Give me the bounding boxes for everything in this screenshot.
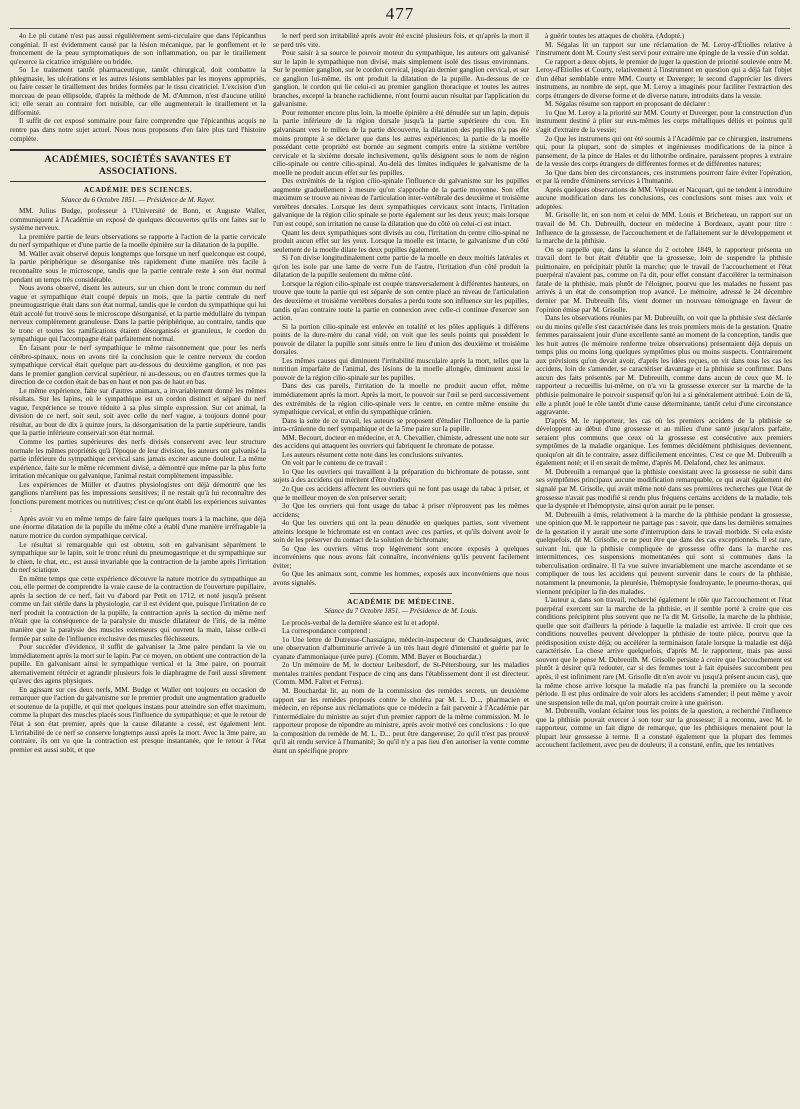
paragraph: Les expériences de Müller et d'autres physiologistes ont déjà démontré que les ganglions n'arrêtent pas les impressions sensitives; il ne restait qu'à lui reconnaître des fonctions purement motrices ou nutritives; c'est ce qu'ont établi les expériences suivantes : xyxy=(10,480,266,515)
paragraph: M. Ségalas lit un rapport sur une réclamation de M. Leroy-d'Étiolles relative à l'instrument dont M. Courty s'est servi pour extraire une épingle de la vessie d'un soldat. xyxy=(536,40,792,58)
paragraph: Des extrémités de la région cilio-spinale l'influence du galvanisme sur les pupilles augmente graduellement à mesure qu'on s'approche de la partie moyenne. Son effet maximum se trouve au niveau de l'articulation inter-vertébrale des deuxième et troisième vertèbres dorsales. Lorsque les deux sympathiques cervicaux sont intacts, l'irritation galvanique de la région cilio spinale se porte également sur les deux yeux; mais lorsque l'un est coupé, son irritation ne cause la dilatation que du côté où celui-ci est intact. xyxy=(273,177,529,229)
paragraph: En même temps que cette expérience découvre la nature motrice du sympathique au cou, elle permet de comprendre la vraie cause de la contraction de l'ouverture pupillaire, après la section de ce nerf, fait vu d'abord par Petit en 1712, et noté jusqu'à présent comme un fait stérile dans la physiologie, car il est évident que, puisque l'irritation de ce nerf produit la contraction de la pupille, la contraction après la section du même nerf n'était que la conséquence de la paralysie du muscle dilatateur de l'iris, de la même manière que la paralysie des muscles extenseurs qui ouvrent la main, laisse celle-ci fermée par suite de l'influence exclusive des muscles fléchisseurs. xyxy=(10,574,266,643)
paragraph: M. Dubreuilh a émis, relativement à la marche de la phthisie pendant la grossesse, une opinion que M. le rapporteur ne partage pas : savoir, que dans les dernières semaines de la gestation il y aurait une sorte d'interruption dans le travail morbide. Si cela existe quelquefois, dit M. Grisolle, ce ne peut être que dans des cas exceptionnels. Il est rare, suivant lui, que la phthisie compliquée de grossesse offre dans la marche ces intermittences, ces suspensions momentanées qui sont si communes dans la tuberculisation ordinaire. Il l'a vue suivre invariablement une marche ascendante et se compliquer de tous les accidens qui peuvent survenir dans le cours de la phthisie, notamment la pneumonie, la pleurésie, l'hémoptysie foudroyante, le pneumo-thorax, qui viennent précipiter la fin des malades. xyxy=(536,510,792,596)
intro-paragraphs xyxy=(10,32,266,143)
paragraph: Si l'on divise longitudinalement cette partie de la moelle en deux moitiés latérales et qu'on les isole par une lame de verre l'un de l'autre, l'irritation d'un côté produit la dilatation de la pupille seulement du même côté. xyxy=(273,254,529,280)
paragraph: La première partie de leurs observations se rapporte à l'action de la partie cervicale du nerf sympathique et d'une partie de la moelle épinière sur la dilatation de la pupille. xyxy=(10,232,266,250)
paragraph: En faisant pour le nerf sympathique le même raisonnement que pour les nerfs cérébro-spinaux, nous en avons tiré la conclusion que le centre nerveux du cordon sympathique cervical était quelque part au-dessous du deuxième ganglion, et non pas dans le premier ganglion cervical supérieur, ni au-dessous, ou en d'autres termes que la direction de ce cordon était de bas en haut et non pas de haut en bas. xyxy=(10,343,266,387)
paragraph: Ce rapport a deux objets, le premier de juger la question de priorité soulevée entre M. Leroy-d'Étiolles et Courty, relativement à l'instrument en question qui a déjà fait l'objet d'un débat semblable entre MM. Courty et Daverger; le second d'apprécier les divers instrumens, au nombre de sept, que M. Leroy a imaginés pour faciliter l'extraction des corps étrangers de diverse forme et de diverse nature, introduits dans la vessie. xyxy=(536,57,792,100)
academy-medicine-title: ACADÉMIE DE MÉDECINE. xyxy=(347,597,455,606)
paragraph: Après avoir vu en même temps de faire faire quelques tours à la machine, que déjà une énorme dilatation de la pupille du même côté a établi d'une manière irréfragable la nature motrice du cordon sympathique cervical. xyxy=(10,514,266,540)
paragraph: M. Waller avait observé depuis longtemps que lorsque un nerf quelconque est coupé, la partie périphérique se désorganise très rapidement d'une manière très facile à reconnaître sous le microscope, tandis que la partie centrale reste à son état normal pendant un temps très considérable. xyxy=(10,249,266,284)
paragraph: Les auteurs résument cette note dans les conclusions suivantes. xyxy=(282,450,464,459)
paragraph: On se rappelle que, dans la séance du 2 octobre 1849, le rapporteur présenta un travail dont le but était d'établir que la grossesse, loin de suspendre la phthisie pulmonaire, en précipitait plutôt la marche; que le travail de l'accouchement et l'état puerpéral n'avaient pas, comme on l'a dit, pour effet constant d'accélérer la terminaison fatale de la phthisie, mais plutôt de l'éloigner, pourvu que les malades ne fussent pas arrivés à un état de consomption trop avancé. Le mémoire, adressé le 24 décembre dernier par M. Dubreuilh fils, vient donner un nouveau témoignage en faveur de l'opinion émise par M. Grisolle. xyxy=(536,245,792,314)
paragraph: Pour succéder d'évidence, il suffit de galvaniser la 3me paire pendant la vie ou immédiatement après la mort sur le lapin. Par ce moyen, on obtient une contraction de la pupille. En galvanisant ainsi le sympathique vertical et la 3me paire, on pourrait alternativement rétrécir et agrandir plusieurs fois le diaphragme de l'œil aussi sûrement qu'avec des agens physiques. xyxy=(10,643,266,686)
academy-sciences-session: Séance du 6 Octobre 1851. — Présidence de M. Rayer. xyxy=(61,195,215,204)
paragraph: 2o Que ces accidens affectent les ouvriers qui ne font pas usage du tabac à priser, et que le meilleur moyen de s'en préserver serait; xyxy=(273,484,529,502)
paragraph: M. Grisolle lit, en son nom et celui de MM. Louis et Bricheteau, un rapport sur un travail de M. Ch. Dubreuilh, docteur en médecine à Bordeaux, ayant pour titre : Influence de la grossesse, de l'accouchement et de l'allaitement sur le développement et la marche de la phthisie. xyxy=(536,211,792,246)
paragraph: M. Bouchardat lit, au nom de la commission des remèdes secrets, un deuxième rapport sur les remèdes proposés contre le choléra par M. L. D..., pharmacien et médecin, en réponse aux réclamations que ce médecin a fait parvenir à l'Académie par l'intermédiaire du ministre au sujet d'un premier rapport de la même commission. M. le rapporteur propose de répondre au ministre, après avoir motivé ces conclusions : 1o que la composition du remède de M. L. D... peut être dangereuse; 2o qu'il n'est pas prouvé qu'il ait rendu service à l'humanité; 3o qu'il n'y a pas lieu d'en autoriser la vente comme étant un spécifique propre xyxy=(273,687,529,755)
paragraph: le nerf perd son irritabilité après avoir été excité plusieurs fois, et qu'après la mort il se perd très vite. xyxy=(273,32,529,49)
paragraph: à guérir toutes les attaques de choléra. (Adopté.) xyxy=(545,32,685,40)
paragraph: 1o Que les ouvriers qui travaillent à la préparation du bichromate de potasse, sont sujets à des accidens qui méritent d'être étudiés; xyxy=(273,467,529,485)
paragraph: Dans les observations réunies par M. Dubreuilh, on voit que la phthisie s'est déclarée ou du moins qu'elle s'est caractérisée dans les trois premiers mois de la gestation. Quatre femmes paraissaient jouir d'une excellente santé au moment de la conception, tandis que les huit autres (le mémoire renferme treize observations) présentaient déjà depuis un temps plus ou moins long quelques symptômes plus ou moins suspects. Contrairement aux prévisions qu'on devait avoir, d'après les idées reçues, on vit dans tous les cas les accidens, loin de s'amender, se caractériser davantage et la phthisie se confirmer. Dans aucun des faits présentés par M. Dubreuilh, comme dans aucun de ceux que M. le rapporteur a recueillis lui-même, on n'a vu la grossesse exercer sur la marche de la phthisie pulmonaire le pouvoir suspensif qu'on lui a si généralement attribué. Loin de là, elle a plutôt joué le rôle tantôt d'une cause déterminante, tantôt celui d'une circonstance aggravante. xyxy=(536,314,792,417)
paragraph: Pour remonter encore plus loin, la moelle épinière a été dénudée sur un lapin, depuis la partie inférieure de la région dorsale jusqu'à la partie supérieure du cou. En galvanisant vers le milieu de la partie découverte, la dilatation des pupilles n'a pas été moins prompte à se déclarer que dans les autres expériences; la partie de la moelle possédant cette propriété est bornée au segment compris entre la sixième vertèbre cervicale et la sixième dorsale inclusivement, qu'ils désignent sous le nom de région cilio-spinale ou centre cilio-spinal. Au-delà des limites indiquées le galvanisme de la moelle ne produit aucun effet sur les pupilles. xyxy=(273,108,529,177)
paragraph: M. Dubreuilh, voulant éclairer tous les points de la question, a recherché l'influence que la phthisie pouvait exercer à son tour sur la grossesse; il a reconnu, avec M. le rapporteur, comme un fait digne de remarque, que les phthisiques menaient pour la plupart leur grossesse à terme. Il a constaté également que la plupart des femmes accouchent facilement, avec peu de douleurs; il a constaté, enfin, que les tentatives xyxy=(536,707,792,750)
paragraph: M. Dubreuilh a remarqué que la phthisie coexistant avec la grossesse ne subit dans ses symptômes principaux aucune modification remarquable, ce qui avait également été signalé par M. Grisolle, qui avait même noté dans ses premières recherches que l'état de grossesse n'avait pas modifié si rendu plus fréquens certains accidens de la maladie, tels que la dyspnée et l'hémoptysie, ainsi qu'on aurait pu le penser. xyxy=(536,467,792,511)
paragraph: Après quelques observations de MM. Velpeau et Nacquart, qui ne tendent à introduire aucune modification dans les conclusions, ces conclusions sont mises aux voix et adoptées. xyxy=(536,185,792,211)
paragraph: 2o Que les instrumens qui ont été soumis à l'Académie par ce chirurgien, instrumens qui, pour la plupart, sont de simples et ingénieuses modifications de la pince à pansement, de la pince de Hales et du lithotribe ordinaire, paraissent propres à extraire de la vessie des corps étrangers de différentes formes et de différentes natures; xyxy=(536,134,792,169)
paragraph: Le résultat si remarquable qui est obtenu, soit en galvanisant séparément le sympathique sur le lapin, soit le tronc réuni du pneumogastrique et du sympathique sur le chien, le chat, etc., est aussi invariable que la contraction de la jambe après l'irritation du nerf sciatique. xyxy=(10,540,266,575)
paragraph: 6o Que les animaux sont, comme les hommes, exposés aux inconvéniens que nous avons signalés. xyxy=(273,570,529,587)
paragraph: Dans la suite de ce travail, les auteurs se proposent d'étudier l'influence de la partie intra-crânienne du nerf sympathique et de la 5me paire sur la pupille. xyxy=(273,416,529,434)
columns xyxy=(10,32,792,1105)
paragraph: Comme les parties supérieures des nerfs divisés conservent avec leur structure normale les mêmes propriétés qu'à l'époque de leur division, les auteurs ont galvanisé la partie inférieure du sympathique cervical sans jamais exciter aucune douleur. La même expérience, faite sur le même récemment divisé, a démontré que même par la plus forte irritation mécanique ou galvanique, l'animal restait complètement impassible. xyxy=(10,437,266,481)
paragraph: La correspondance comprend : xyxy=(282,627,371,636)
column-1 xyxy=(10,32,266,1105)
paragraph: D'après M. le rapporteur, les cas où les premiers accidens de la phthisie se développent au début d'une grossesse et au milieu d'une santé jusqu'alors parfaite, seraient plus communs que ceux où la grossesse est consécutive aux premiers symptômes de la maladie organique. Les femmes décidément phthisiques deviennent, quoiqu'on ait dit le contraire, assez difficilement enceintes. C'est ce que M. Dubreuilh a également noté; et il en serait de même, d'après M. Delafond, chez les animaux. xyxy=(536,416,792,468)
academy-medicine-session: Séance du 7 Octobre 1851. — Présidence de M. Louis. xyxy=(324,607,478,616)
paragraph: L'auteur a, dans son travail, recherché également le rôle que l'accouchement et l'état puerpéral exercent sur la marche de la phthisie, et il semble porté à croire que ces conditions précipitent plus souvent que ne l'a dit M. Grisolle, la marche de la phthisie, quelle que soit d'ailleurs la période à laquelle la maladie est arrivée. Il croit que ces conditions nouvelles peuvent développer la phthisie de toute pièce, pourvu que la prédisposition existe déjà; ou accélérer la terminaison fatale lorsque la maladie est déjà caractérisée. La chose arrive quelquefois, d'après M. le rapporteur, mais pas aussi souvent que le pense M. Dubreuilh. M. Grisolle persiste à croire que l'accouchement est plutôt à désirer qu'à redouter, car si des femmes tout à fait épuisées succombent peu après, il est infiniment rare (M. Grisolle dit n'en avoir vu jusqu'à présent aucun cas), que la même chose arrive lorsque la maladie n'a pas franchi la première ou la seconde période. Il est plus ordinaire de voir alors les accidens s'amender; il peut même y avoir une suspension telle du mal, qu'on pourrait croire à une guérison. xyxy=(536,596,792,707)
column-3 xyxy=(536,32,792,1105)
page-number: 477 xyxy=(385,4,415,23)
column-3-body xyxy=(536,32,792,750)
paragraph: Pour saisir à sa source le pouvoir moteur du sympathique, les auteurs ont galvanisé sur le lapin le sympathique non divisé, mais simplement isolé des tissus environnans. Sur le premier ganglion, sur le cordon cervical, jusqu'au dernier ganglion cervical, et sur ce ganglion lui-même, ils ont produit la dilatation de la pupille. Au-dessous de ce ganglion, le cordon qui lie celui-ci au premier ganglion thoracique et toutes les autres branches, excepté la branche rachidienne, n'ont fourni aucun résultat par l'application du galvanisme. xyxy=(273,49,529,109)
academy-sciences-title: ACADÉMIE DES SCIENCES. xyxy=(83,186,193,195)
paragraph: M. Ségalas résume son rapport en proposant de déclarer : xyxy=(545,100,710,109)
paragraph: 4o Le pli cutané n'est pas aussi régulièrement semi-circulaire que dans l'épicanthus congénial. Il est évidemment causé par la lésion mécanique, par le gonflement et le froncement de la peau symptomatiques de son inflammation, ou par le tiraillement qu'exerce la cicatrice irrégulière ou bridée. xyxy=(10,32,266,66)
paragraph: Lorsque la région cilio-spinale est coupée transversalement à différentes hauteurs, on trouve que toute la partie qui est séparée de son centre placé au niveau de l'articulation des deuxième et troisième vertèbres dorsales a perdu toute son influence sur les pupilles, tandis qu'au contraire toute la partie en connexion avec celle-ci continue d'exercer son action. xyxy=(273,279,529,323)
paragraph: On voit par le contenu de ce travail : xyxy=(282,459,387,468)
paragraph: Le même expérience, faite sur d'autres animaux, a invariablement donné les mêmes résultats. Sur les lapins, où le sympathique est un cordon distinct et séparé du nerf vague, l'expérience se trouve réduite à sa plus simple expression. Sur cet animal, la division de ce nerf, soit seul, soit avec celle du nerf vague, a toujours donné pour résultat, au bout de dix à quinze jours, la désorganisation de la partie supérieure, tandis que la partie inférieure conservait son état normal. xyxy=(10,386,266,438)
paragraph: 4o Que les ouvriers qui ont la peau dénudée en quelques parties, sont vivement atteints lorsque le bichromate est en contact avec ces parties, et qu'ils doivent avoir le soin de les préserver du contact de la solution de bichromate; xyxy=(273,519,529,545)
paragraph: MM. Julius Budge, professeur à l'Université de Bonn, et Auguste Waller, communiquent à l'Académie un exposé de quelques découvertes qu'ils ont faites sur le système nerveux. xyxy=(10,207,266,233)
paragraph: Les mêmes causes qui diminuent l'irritabilité musculaire après la mort, telles que la nutrition imparfaite de l'animal, des lésions de la moelle allongée, diminuent aussi le pouvoir de la région cilio-spinale sur les pupilles. xyxy=(273,356,529,382)
academy-sciences-body xyxy=(10,207,266,754)
separator-rule xyxy=(350,593,452,594)
paragraph: 2o Un mémoire de M. le docteur Leibesdorf, de St-Pétersbourg, sur les maladies mentales traitées pendant l'espace de cinq ans dans l'établissement dont il est directeur. (Comm. MM. Falret et Ferrus). xyxy=(273,661,529,687)
paragraph: Quant les deux sympathiques sont divisés au cou, l'irritation du centre cilio-spinal ne produit aucun effet sur les yeux. Lorsque la moelle est intacte, le galvanisme d'un côté seulement de la moelle dilate les deux pupilles également. xyxy=(273,228,529,254)
paragraph: 5o Le traitement tantôt pharmaceutique, tantôt chirurgical, doit combattre la phlegmasie, les ulcérations et les autres lésions semblables par les moyens appropriés, ou faire cesser le tiraillement des brides formées par le tissu cicatriciel. L'excision d'un morceau de peau ellipsoïde, d'après la méthode de M. d'Ammon, n'est d'aucune utilité ici; elle serait au contraire fort nuisible, car elle augmenterait le tiraillement et la difformité. xyxy=(10,66,266,117)
paragraph: En agissant sur ces deux nerfs, MM. Budge et Waller ont toujours eu occasion de remarquer que l'action du galvanisme sur le premier produit une augmentation graduelle et soutenue de la pupille, et qui met quelques instans pour atteindre son effet maximum, comme la plupart des muscles placés sous l'influence du sympathique; et que le retour de l'état à son état premier, après que la cause dilatante a cessé, est également lent. L'irritabilité de ce nerf se conserve longtemps aussi après la mort. Avec la 3me paire, au contraire, ils ont vu que la contraction est presque instantanée, que le retour à l'état premier est aussi subit, et que xyxy=(10,685,266,754)
paragraph: 1o Une lettre de Dutresse-Chassaigne, médecin-inspecteur de Chaudesaigues, avec une observation d'albuminurie arrivée à un très haut degré d'intensité et guérie par le cyanate d'ammoniaque (urée pure). (Comm. MM. Bayer et Bouchardat.) xyxy=(273,635,529,661)
paragraph: 3o Que dans bien des circonstances, ces instrumens pourront faire éviter l'opération, et par là rendre d'éminens services à l'humanité. xyxy=(536,168,792,186)
paragraph: Dans des cas pareils, l'irritation de la moelle ne produit aucun effet, même immédiatement après la mort. Après la mort, le pouvoir sur l'œil se perd successivement des extrémités de la région cilio-spinale vers le centre, en centre même ensuite du sympathique cervical, et enfin du sympathique crânien. xyxy=(273,382,529,417)
paragraph: 1o Que M. Leroy a la priorité sur MM. Courty et Duverger, pour la construction d'un instrument destiné à plier sur eux-mêmes les corps métalliques déliés et pointus qu'il s'agit d'extraire de la vessie; xyxy=(536,108,792,135)
section-title: ACADÉMIES, SOCIÉTÉS SAVANTES ET ASSOCIATIONS. xyxy=(10,149,266,182)
column-2 xyxy=(273,32,529,1105)
paragraph: Le procès-verbal de la dernière séance est lu et adopté. xyxy=(282,618,440,627)
academy-medicine-body xyxy=(273,619,529,756)
paragraph: 3o Que les ouvriers qui font usage du tabac à priser n'éprouvent pas les mêmes accidens; xyxy=(273,502,529,519)
paragraph: 5o Que les ouvriers vêtus trop légèrement sont encore exposés à quelques inconvéniens que nous avons fait connaître, inconvéniens qu'ils peuvent facilement éviter; xyxy=(273,544,529,570)
paragraph: Il suffit de cet exposé sommaire pour faire comprendre que l'épicanthus acquis ne rentre pas dans notre sujet actuel. Nous nous proposons d'en faire plus tard l'histoire complète. xyxy=(10,117,266,143)
column-2-body xyxy=(273,32,529,588)
paragraph: MM. Becourt, docteur en médecine, et A. Chevallier, chimiste, adressent une note sur des accidens qui attaquent les ouvriers qui fabriquent le chromate de potasse. xyxy=(273,433,529,451)
paragraph: Si la portion cilio-spinale est enlevée en totalité et les pôles appliqués à différens points de la dure-mère du canal vidé, on voit que les seuls points qui possèdent le pouvoir de dilater la pupille sont situés entre le lieu d'union des deuxième et troisième dorsales. xyxy=(273,322,529,357)
header-rule xyxy=(10,28,790,29)
paragraph: Nous avons observé, disent les auteurs, sur un chien dont le tronc commun du nerf vague et sympathique était coupé depuis un mois, que la partie centrale du nerf pneumogastrique était dans son état normal, tandis que le cordon du sympathique qui lui était accolé fut trouvé sous le microscope désorganisé, et la partie médullaire du tympan nerveux complètement granuleuse. Dans la partie périphérique, au contraire, tandis que le tronc et toutes les ramifications étaient désorganisés et granuleux, le cordon du sympathique qui l'accompagne était parfaitement normal. xyxy=(10,284,266,344)
